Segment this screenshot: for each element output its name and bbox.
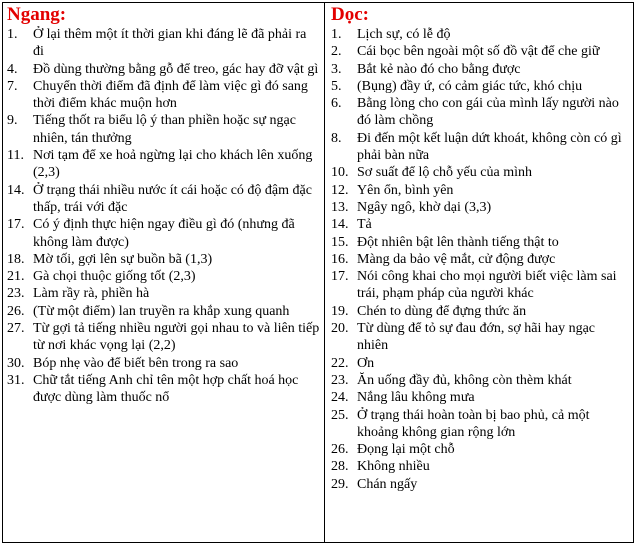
clue-number: 27. [7,321,25,337]
clue-number: 31. [7,372,25,388]
clue-text: Đột nhiên bật lên thành tiếng thật to [357,234,559,250]
clue-number: 23. [331,372,349,388]
clue-text: Bằng lòng cho con gái của mình lấy người nào đó làm chồng [357,96,619,129]
clue-number: 1. [331,27,342,42]
across-clue [7,61,320,78]
down-column [325,3,633,542]
clue-text: Bắt kẻ nào đó cho bằng được [357,61,521,77]
across-clue [7,355,320,372]
clue-text: Nắng lâu không mưa [357,390,475,406]
clue-number: 1. [7,27,18,42]
clue-number: 14. [7,182,25,198]
clue-text: Ở lại thêm một ít thời gian khi đáng lẽ đã phải ra đi [33,27,307,60]
clue-number: 23. [7,286,25,302]
across-column [3,3,325,542]
clue-text: Tả [357,217,372,233]
clue-text: Chén to dùng để đựng thức ăn [357,303,527,319]
clue-number: 13. [331,199,349,215]
down-clue [331,407,629,442]
clue-text: Chữ tắt tiếng Anh chỉ tên một hợp chất hoá học được dùng làm thuốc nổ [33,372,299,406]
clue-text: Bóp nhẹ vào để biết bên trong ra sao [33,355,239,371]
down-clue [331,216,629,233]
clue-number: 8. [331,130,342,146]
down-clue [331,61,629,78]
clue-text: Màng da bảo vệ mắt, cử động được [357,251,556,267]
clue-number: 16. [331,251,349,267]
clue-number: 26. [7,303,25,319]
clue-text: Ở trạng thái hoàn toàn bị bao phủ, cả một khoảng không gian rộng lớn [357,407,590,440]
down-clue [331,26,629,43]
clue-text: Từ gợi tả tiếng nhiều người gọi nhau to và liên tiếp từ nơi khác vọng lại (2,2) [33,321,320,354]
clue-text: Từ dùng để tỏ sự đau đớn, sợ hãi hay ngạc nhiên [357,321,595,354]
clue-number: 24. [331,390,349,406]
clue-number: 12. [331,182,349,198]
across-clue [7,320,320,355]
clue-text: Sơ suất để lộ chỗ yếu của mình [357,165,532,181]
down-clue [331,372,629,389]
clue-number: 7. [7,78,18,94]
clue-text: Ơn [357,355,375,371]
clue-number: 25. [331,407,349,423]
clue-number: 19. [331,303,349,319]
down-clue [331,199,629,216]
clue-number: 17. [7,217,25,233]
clue-text: Ở trạng thái nhiều nước ít cái hoặc có độ đậm đặc thấp, trái với đặc [33,182,312,215]
across-clue [7,147,320,182]
clue-number: 29. [331,476,349,492]
down-clue [331,476,629,493]
across-clue [7,182,320,217]
clue-text: Ăn uống đầy đủ, không còn thèm khát [357,372,572,388]
clue-text: Nói công khai cho mọi người biết việc làm sai trái, phạm pháp của người khác [357,269,617,302]
down-clue [331,458,629,475]
clue-text: Yên ổn, bình yên [357,182,454,198]
clue-table [2,2,634,543]
down-clue [331,95,629,130]
across-clue [7,372,320,407]
down-heading: Dọc: [331,4,369,25]
down-clue [331,43,629,60]
down-clue [331,182,629,199]
clue-number: 9. [7,113,18,129]
across-clue [7,303,320,320]
clue-number: 3. [331,61,342,77]
clue-number: 14. [331,217,349,233]
clue-text: Đọng lại một chỗ [357,442,455,458]
clue-text: Gà chọi thuộc giống tốt (2,3) [33,269,196,285]
clue-number: 10. [331,165,349,181]
clue-text: Tiếng thốt ra biểu lộ ý than phiền hoặc sự ngạc nhiên, tán thưởng [33,113,296,146]
down-clue [331,441,629,458]
across-clue [7,285,320,302]
clue-number: 11. [7,148,24,164]
clue-text: Đi đến một kết luận dứt khoát, không còn có gì phải bàn nữa [357,130,622,164]
clue-number: 26. [331,442,349,458]
down-clue [331,268,629,303]
clue-text: Cái bọc bên ngoài một số đồ vật để che giữ [357,44,600,60]
clue-text: Nơi tạm để xe hoả ngừng lại cho khách lên xuống (2,3) [33,148,313,181]
clue-text: Chuyển thời điểm đã định để làm việc gì đó sang thời điểm khác muộn hơn [33,78,308,112]
clue-number: 5. [331,78,342,94]
down-clue [331,389,629,406]
across-clue [7,112,320,147]
clue-number: 28. [331,459,349,475]
down-clue [331,234,629,251]
clue-text: Có ý định thực hiện ngay điều gì đó (nhưng đã không làm được) [33,217,295,250]
clue-text: Ngây ngô, khờ dại (3,3) [357,199,492,215]
clue-number: 18. [7,251,25,267]
clue-text: Không nhiều [357,459,430,475]
clue-number: 2. [331,44,342,60]
clue-number: 22. [331,355,349,371]
across-clue [7,251,320,268]
down-clue [331,130,629,165]
across-clue [7,216,320,251]
clue-text: (Bụng) đầy ứ, có cảm giác tức, khó chịu [357,78,583,94]
clue-number: 15. [331,234,349,250]
clue-text: Chán ngấy [357,476,418,492]
across-clue-list [7,26,320,407]
clue-number: 20. [331,321,349,337]
clue-text: (Từ một điểm) lan truyền ra khắp xung quanh [33,303,290,319]
clue-number: 6. [331,96,342,112]
across-heading: Ngang: [7,4,67,25]
clue-number: 30. [7,355,25,371]
down-clue [331,78,629,95]
down-clue [331,355,629,372]
across-clue [7,78,320,113]
down-clue [331,303,629,320]
down-clue [331,320,629,355]
across-clue [7,268,320,285]
clue-text: Làm rầy rà, phiền hà [33,286,150,302]
clue-number: 17. [331,269,349,285]
clue-text: Mờ tối, gợi lên sự buồn bã (1,3) [33,251,213,267]
clue-text: Lịch sự, có lễ độ [357,27,451,42]
clue-number: 4. [7,61,18,77]
across-clue [7,26,320,61]
clue-number: 21. [7,269,25,285]
down-clue [331,251,629,268]
down-clue-list [331,26,629,493]
down-clue [331,164,629,181]
clue-text: Đồ dùng thường bằng gỗ để treo, gác hay đỡ vật gì [33,61,319,77]
